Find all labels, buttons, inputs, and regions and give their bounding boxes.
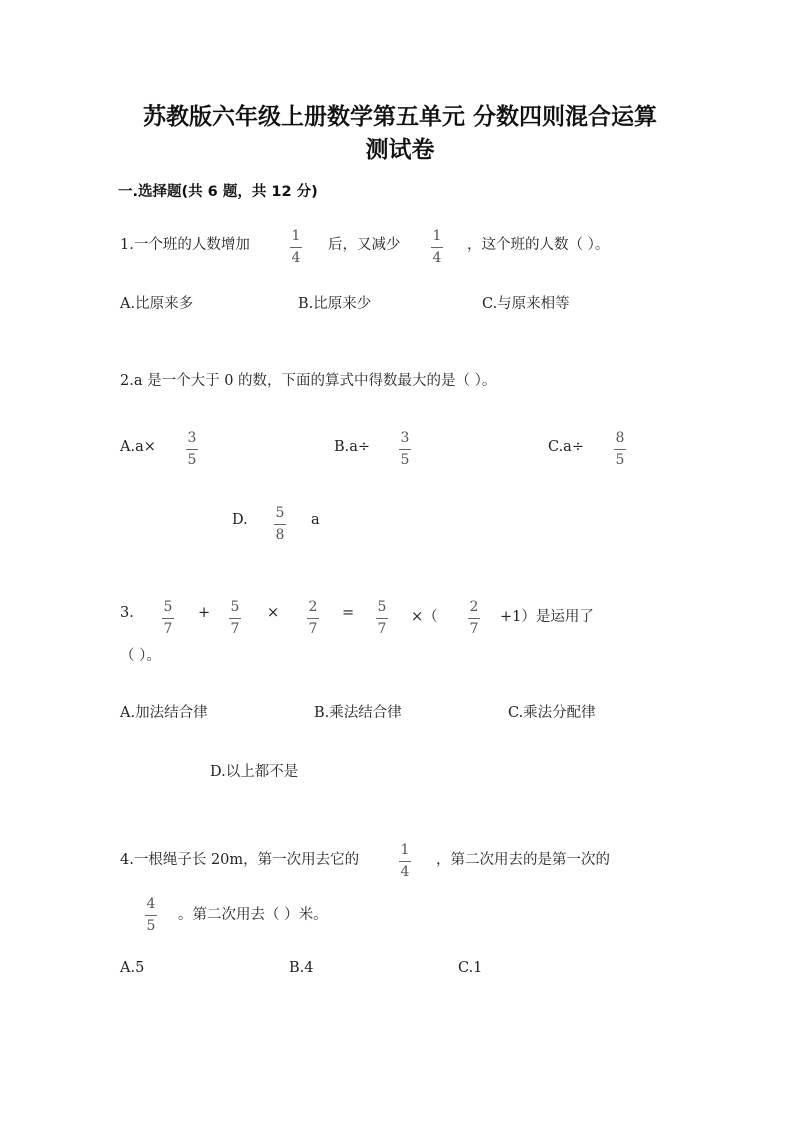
q4-fraction-2 bbox=[143, 896, 159, 934]
fraction-bar bbox=[229, 618, 241, 619]
fraction-numerator: 3 bbox=[400, 430, 410, 446]
fraction-denominator: 7 bbox=[469, 621, 479, 637]
q3-option-c[interactable]: C.乘法分配律 bbox=[508, 705, 596, 721]
fraction-denominator: 5 bbox=[187, 452, 197, 468]
q1-fraction-1 bbox=[288, 228, 304, 266]
fraction-numerator: 1 bbox=[432, 228, 442, 244]
fraction-denominator: 7 bbox=[163, 621, 173, 637]
fraction-denominator: 7 bbox=[308, 621, 318, 637]
fraction-numerator: 5 bbox=[230, 599, 240, 615]
q2-option-d-label[interactable]: D. bbox=[232, 512, 248, 528]
q4-text-part1: 4.一根绳子长 20m，第一次用去它的 bbox=[120, 852, 360, 868]
q2-option-c-fraction bbox=[612, 430, 628, 468]
fraction-numerator: 1 bbox=[400, 842, 410, 858]
fraction-bar bbox=[614, 449, 626, 450]
q1-text-part1: 1.一个班的人数增加 bbox=[120, 237, 250, 253]
fraction-denominator: 8 bbox=[275, 527, 285, 543]
fraction-bar bbox=[274, 524, 286, 525]
q3-fraction-2 bbox=[227, 599, 243, 637]
q3-fraction-1 bbox=[160, 599, 176, 637]
q3-fraction-3 bbox=[305, 599, 321, 637]
fraction-bar bbox=[307, 618, 319, 619]
q3-option-b[interactable]: B.乘法结合律 bbox=[314, 705, 402, 721]
fraction-bar bbox=[468, 618, 480, 619]
q2-option-d-suffix: a bbox=[311, 512, 320, 528]
fraction-denominator: 4 bbox=[432, 250, 442, 266]
q1-text-part3: ，这个班的人数（ ）。 bbox=[467, 237, 610, 253]
q2-option-d-fraction bbox=[272, 505, 288, 543]
q2-text: 2.a 是一个大于 0 的数，下面的算式中得数最大的是（ ）。 bbox=[120, 373, 497, 389]
q3-option-d[interactable]: D.以上都不是 bbox=[210, 764, 299, 780]
fraction-bar bbox=[399, 449, 411, 450]
q1-fraction-2 bbox=[429, 228, 445, 266]
fraction-denominator: 7 bbox=[230, 621, 240, 637]
q1-text-part2: 后，又减少 bbox=[328, 237, 401, 253]
q3-text-line2: （ ）。 bbox=[120, 648, 161, 664]
q3-fraction-5 bbox=[466, 599, 482, 637]
fraction-denominator: 5 bbox=[400, 452, 410, 468]
q3-text-tail: +1）是运用了 bbox=[500, 609, 594, 625]
q3-times-paren: ×（ bbox=[411, 609, 438, 625]
fraction-numerator: 2 bbox=[469, 599, 479, 615]
fraction-bar bbox=[290, 247, 302, 248]
q3-times-sign: × bbox=[267, 605, 280, 621]
q2-option-a-fraction bbox=[184, 430, 200, 468]
fraction-numerator: 2 bbox=[308, 599, 318, 615]
q2-option-b-label[interactable]: B.a÷ bbox=[334, 439, 371, 455]
fraction-denominator: 4 bbox=[291, 250, 301, 266]
q4-option-b[interactable]: B.4 bbox=[289, 960, 314, 976]
q3-plus-sign: + bbox=[198, 605, 211, 621]
q4-fraction-1 bbox=[397, 842, 413, 880]
page-title-line2: 测试卷 bbox=[365, 137, 435, 163]
q1-option-a[interactable]: A.比原来多 bbox=[120, 296, 194, 312]
fraction-numerator: 5 bbox=[275, 505, 285, 521]
q4-text-part3: 。第二次用去（ ）米。 bbox=[178, 907, 328, 923]
fraction-bar bbox=[431, 247, 443, 248]
q2-option-a-label[interactable]: A.a× bbox=[120, 439, 156, 455]
fraction-bar bbox=[145, 915, 157, 916]
fraction-numerator: 1 bbox=[291, 228, 301, 244]
fraction-denominator: 7 bbox=[377, 621, 387, 637]
fraction-numerator: 4 bbox=[146, 896, 156, 912]
q2-option-b-fraction bbox=[397, 430, 413, 468]
fraction-bar bbox=[399, 861, 411, 862]
fraction-denominator: 5 bbox=[146, 918, 156, 934]
fraction-numerator: 8 bbox=[615, 430, 625, 446]
page-title-line1: 苏教版六年级上册数学第五单元 分数四则混合运算 bbox=[142, 104, 657, 130]
fraction-numerator: 5 bbox=[163, 599, 173, 615]
section-heading: 一.选择题(共 6 题，共 12 分) bbox=[118, 184, 318, 200]
fraction-numerator: 3 bbox=[187, 430, 197, 446]
fraction-denominator: 5 bbox=[615, 452, 625, 468]
q4-option-c[interactable]: C.1 bbox=[458, 960, 483, 976]
q3-fraction-4 bbox=[374, 599, 390, 637]
q4-option-a[interactable]: A.5 bbox=[120, 960, 145, 976]
fraction-bar bbox=[186, 449, 198, 450]
fraction-bar bbox=[162, 618, 174, 619]
fraction-numerator: 5 bbox=[377, 599, 387, 615]
q4-text-part2: ，第二次用去的是第一次的 bbox=[436, 852, 610, 868]
fraction-bar bbox=[376, 618, 388, 619]
q2-option-c-label[interactable]: C.a÷ bbox=[548, 439, 584, 455]
q1-option-b[interactable]: B.比原来少 bbox=[298, 296, 372, 312]
q3-option-a[interactable]: A.加法结合律 bbox=[120, 705, 208, 721]
q1-option-c[interactable]: C.与原来相等 bbox=[482, 296, 570, 312]
fraction-denominator: 4 bbox=[400, 864, 410, 880]
q3-equals-sign: = bbox=[342, 605, 355, 621]
q3-number: 3. bbox=[120, 605, 134, 621]
